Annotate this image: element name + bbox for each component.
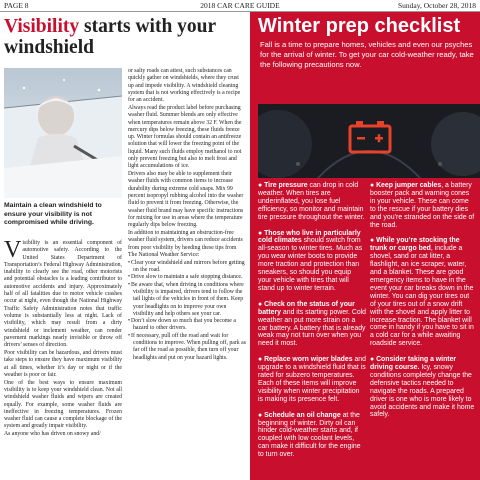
headline-rest: starts with your windshield <box>4 16 216 58</box>
section-title: 2018 CAR CARE GUIDE <box>200 1 280 10</box>
list-item: ● Tire pressure can drop in cold weather. When tires are underinflated, you lose fuel efficiency, so monitor and maintain tire pressure throughout the winter. <box>258 182 365 221</box>
page-header <box>0 0 480 12</box>
checklist-column-b <box>370 182 476 427</box>
checklist-intro: Fall is a time to prepare homes, vehicles and even our psyches for the arrival of winter. To get your car cold-weather ready, take the following precautions now. <box>260 40 474 70</box>
paragraph: isibility is an essential component of automotive safety. According to the United States Department of Transportation’s Federal Highway Administration, inability to clearly see the road, other motorists and potential obstacles is a leading contributor to automotive accidents and injury. Approximately half of all fatalities due to motor vehicle crashes occur at night, even though the National Highway Traffic Safety Administration notes that traffic volume is substantially less at night. Lack of visibility, which may result from a dirty windshield or inclement weather, can render pavement markings nearly invisible or throw off drivers’ senses of direction. <box>4 240 122 349</box>
visibility-article <box>0 12 248 480</box>
paragraph: One of the best ways to ensure maximum visibility is to keep your windshield clean. Not all windshield washer fluids and wipers are created equally. For example, some washer fluids are ineffective in freezing temperatures. Frozen washer fluid can cause a complete blockage of the system and greatly impair visibility. <box>4 379 122 430</box>
page-number: PAGE 8 <box>4 1 29 10</box>
list-item: • Be aware that, when driving in conditions where visibility is impaired, drivers tend to follow the tail lights of the vehicles in front of them. Keep your headlights on to improve your own visibility and help others see your car. <box>128 282 246 318</box>
battery-warning-photo <box>258 104 480 178</box>
photo-caption: Maintain a clean windshield to ensure your visibility is not compromised while driving. <box>4 202 102 227</box>
windshield-photo <box>4 68 122 198</box>
drop-cap: V <box>4 237 22 263</box>
list-item: ● Check on the status of your battery and its starting power. Cold weather an put more strain on a car battery. A battery that is already weak may not turn over when you need it most. <box>258 300 367 348</box>
list-item: ● Keep jumper cables, a battery booster pack and warning cones in your vehicle. These can come to the rescue if your battery dies and you’re stranded on the side of the road. <box>370 182 475 229</box>
article-headline <box>4 16 244 58</box>
headline-accent: Visibility <box>4 16 80 37</box>
article-column-1 <box>4 237 122 439</box>
winter-checklist-panel <box>250 12 480 480</box>
list-item: • If necessary, pull off the road and wait for conditions to improve. When pulling off, park as far off the road as possible, then turn off your headlights and put on your hazard lights. <box>128 333 246 362</box>
paragraph: Poor visibility can be hazardous, and drivers must take steps to ensure they have maximum visibility at all times, whether it’s day or night or if the weather is poor or fair. <box>4 349 122 378</box>
paragraph: Always read the product label before purchasing washer fluid. Summer blends are only effective when temperatures remain above 32 F. When the mercury dips below freezing, these fluids freeze up. Winter formulas should contain an antifreeze solution that will lower the freezing point of the liquid. Many such fluids employ methanol to not only prevent freezing but also to melt frost and light accumulations of ice. <box>128 104 242 170</box>
list-item: • Drive slow to maintain a safe stopping distance. <box>128 274 246 281</box>
checklist-column-a <box>258 182 366 467</box>
checklist-title: Winter prep checklist <box>258 15 461 37</box>
list-item: ● Schedule an oil change at the beginning of winter. Dirty oil can hinder cold-weather starts and, if coupled with low coolant levels, can make it difficult for the engine to turn over. <box>258 411 361 459</box>
issue-date: Sunday, October 28, 2018 <box>397 1 476 10</box>
list-item: ● Consider taking a winter driving course. Icy, snowy conditions completely change the defensive tactics needed to navigate the roads. A prepared driver is one who is more likely to avoid accidents and make it home safely. <box>370 356 475 419</box>
paragraph: As anyone who has driven on snowy and/ <box>4 431 101 438</box>
list-item: ● Those who live in particularly cold climates should switch from all-season to winter tires. Much as you wear winter boots to provide more traction and protection than sneakers, so should you equip your vehicle with tires that will stand up to winter terrain. <box>258 229 363 292</box>
paragraph: Drivers also may be able to supplement their washer fluids with common items to increase durability during extreme cold snaps. Mix 99 percent isopropyl rubbing alcohol into the washer fluid to prevent it from freezing. Otherwise, the washer fluid brand may have specific instructions for mixing for use in areas where the temperature regularly dips below freezing. <box>128 171 244 229</box>
paragraph: or salty roads can attest, such substances can quickly gather on windshields, where they crust up and impede visibility. A windshield cleaning system that is not working effectively is a recipe for an accident. <box>128 68 241 104</box>
paragraph: In addition to maintaining an obstruction-free washer fluid system, drivers can reduce accidents from poor visibility by heeding these tips from The National Weather Service: <box>128 230 243 258</box>
list-item: • Clear your windshield and mirrors before getting on the road. <box>128 260 246 275</box>
article-column-2 <box>128 68 246 362</box>
list-item: • Don’t slow down so much that you become a hazard to other drivers. <box>128 318 246 333</box>
list-item: ● While you’re stocking the trunk or cargo bed, include a shovel, sand or cat litter, a flashlight, an ice scraper, water, and a blanket. These are good emergency items to have in the event your car breaks down in the winter. You can dig your tires out of your tires out of a snow drift with the shovel and apply litter to increase traction. The blanket will come in handy if you have to sit in a cold car for a while awaiting roadside service. <box>370 237 474 348</box>
safety-tips-list <box>128 260 246 362</box>
list-item: ● Replace worn wiper blades and upgrade to a windshield fluid that is rated for subzero temperatures. Each of these items will improve visibility when winter precipitation is making its presence felt. <box>258 356 366 403</box>
